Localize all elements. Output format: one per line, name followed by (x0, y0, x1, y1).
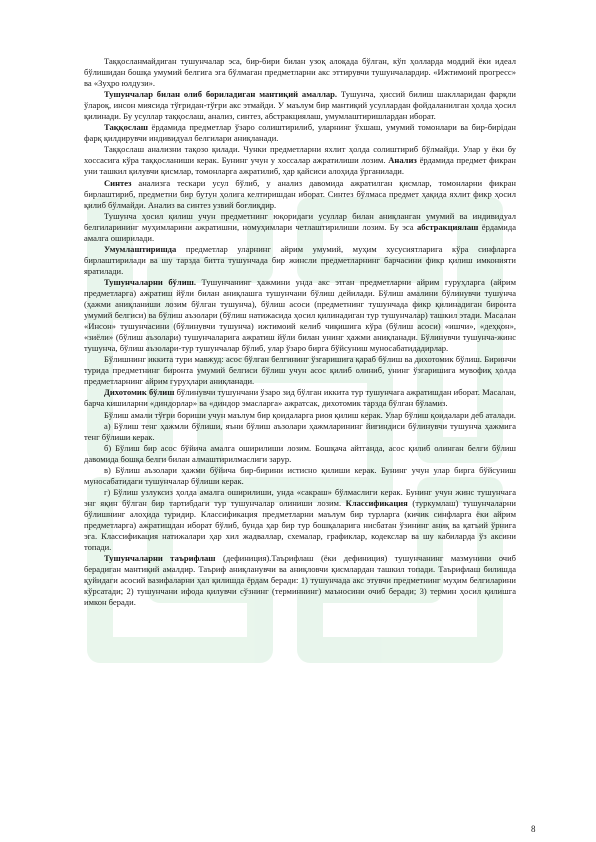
bold-term: Таққослаш (104, 122, 148, 133)
paragraph-text: анализга тескари усул бўлиб, у анализ давомида ажратилган қисмлар, томонларни фикран бирлаштириб, предметни бир бутун ҳолига келтиришдан иборат. Синтез бўлмаса предмет ҳақида яхлит фикр ҳосил қилиб бўлмайди. Анализ ва синтез узвий боғлиқдир. (84, 177, 516, 210)
paragraph (84, 144, 516, 177)
paragraph (84, 487, 516, 553)
paragraph (84, 56, 516, 89)
paragraph-text: б) Бўлиш бир асос бўйича амалга оширилиши лозим. Бошқача айтганда, асос қилиб олинган белги бўлиш давомида бошқа белги билан алмаштирилмаслиги зарур. (84, 442, 516, 464)
paragraph-text: Бўлишнинг иккита тури мавжуд: асос бўлган белгининг ўзгаришига қараб бўлиш ва дихотомик бўлиш. Биринчи турида предметнинг биронта умумий белгиси бўлиш учун асос қилиб олиниб, унинг ўзгаришига мувофиқ ҳолда предметларнинг айрим гуруҳлари аниқланади. (84, 354, 516, 387)
paragraph-text: Тушунча ҳосил қилиш учун предметнинг юқоридаги усуллар билан аниқланган умумий ва индивидуал белгиларининг муҳимларини ажратишни, номуҳимлари четлаштирилиши лозим. Бу эса (84, 210, 516, 232)
bold-term: абстракциялаш (416, 221, 479, 232)
paragraph-text: в) Бўлиш аъзолари ҳажми бўйича бир-бирини истисно қилиши керак. Бунинг учун улар бирга бўйсуниш муносабатидаги тушунчалар бўлиши керак. (84, 464, 516, 486)
paragraph (84, 277, 516, 354)
paragraph-text: ёрдамида предметлар ўзаро солиштирилиб, уларнинг ўхшаш, умумий томонлари ва бир-бирідан фарқ қилдирувчи индивидуал белгилари аниқланади. (84, 122, 516, 144)
paragraph (84, 89, 516, 122)
bold-term: Тушунчаларни таърифлаш (104, 553, 216, 564)
paragraph (84, 244, 516, 277)
paragraph (84, 178, 516, 211)
bold-term: Тушунчаларни бўлиш. (104, 276, 196, 287)
page-number: 8 (531, 824, 536, 834)
bold-term: Дихотомик бўлиш (104, 387, 175, 398)
paragraph-text: а) Бўлиш тенг ҳажмли бўлиши, яъни бўлиш аъзолари ҳажмларининг йиғиндиси бўлинувчи тушунча ҳажмига тенг бўлиши керак. (84, 420, 516, 442)
paragraph (84, 553, 516, 608)
paragraph-text: предметлар уларнинг айрим умумий, муҳим хусусиятларига кўра синфларга бирлаштирилади ва шу тарзда битта тушунчада бир жинсли предметларнинг барчасини фикр қилиш имконияти яратилади. (84, 243, 516, 276)
paragraph (84, 387, 516, 409)
paragraph (84, 421, 516, 443)
paragraph (84, 354, 516, 387)
paragraph (84, 211, 516, 244)
paragraph (84, 122, 516, 144)
paragraph (84, 465, 516, 487)
paragraph-text: Таққосланмайдиган тушунчалар эса, бир-бири билан узоқ алоқада бўлган, кўп ҳолларда моддий ёки идеал бўлишидан бошқа умумий белгига эга бўлмаган предметларни акс эттирувчи тушунчалардир. «Ижтимоий прогресс» ва «Зуҳро юлдузи». (84, 56, 516, 89)
paragraph-text: ёрдамида амалга оширилади. (84, 221, 516, 243)
paragraph (84, 443, 516, 465)
paragraph (84, 410, 516, 421)
paragraph-text: г) Бўлиш узлуксиз ҳолда амалга оширилиши, унда «сакраш» бўлмаслиги керак. Бунинг учун жинс тушунчага энг яқин бўлган бир тартибдаги тур тушунчалар олиниши лозим. (84, 486, 516, 508)
paragraph-text: (дефиниция).Таърифлаш (ёки дефиниция) тушунчанинг мазмунини очиб берадиган мантиқий амалдир. Таъриф аниқланувчи ва аниқловчи қисмлардан ташкил топади. Таърифлаш билишда қуйидаги асосий вазифаларни ҳал қилишда ёрдам беради: 1) тушунчада акс этувчи предметнинг муҳим белгиларини кўрсатади; 2) тушунчани ифода қилувчи сўзнинг (терминнинг) маъносини очиб беради; 3) термин ҳосил қилишга имкон беради. (84, 553, 516, 608)
bold-term: Анализ (388, 155, 417, 166)
bold-term: Синтез (104, 177, 132, 188)
paragraph-text: (туркумлаш) тушунчаларни бўлишнинг алоҳида туридир. Классификация предметларни маълум бир турларга (кичик синфларга ёки айрим предметларга) ажратишдан иборат бўлиб, бунда ҳар бир тур бошқаларига нисбатан ўзининг аниқ ва қатъий ўрнига эга. Классификация натижалари ҳар хил жадваллар, схемалар, графиклар, кодекслар ва шу кабиларда ўз аксини топади. (84, 497, 516, 553)
bold-term: Умумлаштиришда (104, 243, 177, 254)
bold-term: Классификация (345, 497, 408, 508)
paragraph-text: Тушунчанинг ҳажмини унда акс этган предметларни айрим гуруҳларга (айрим предметларга) ажратиш йўли билан аниқлашга тушунчани бўлиш дейилади. Бўлиш амалини бўлинувчи тушунча (ҳажми аниқланиши лозим бўлган тушунча), бўлиш асоси (предметнинг тушунчада фикр қилинадиган биронта умумий белгиси) ва бўлиш аъзолари (бўлиш натижасида ҳосил қилинадиган тур тушунчалар) ташкил этади. Масалан «Инсон» тушунчасини (бўлинувчи тушунча) ижтимоий келиб чиқишига кўра (бўлиш асоси) «ишчи», «деҳқон», «зиёли» (бўлиш аъзолари) тушунчаларига ажратиш йўли билан унинг ҳажми аниқланади. Бўлинувчи тушунча-жинс тушунча, бўлиш аъзолари-тур тушунчалар бўлиб, улар ўзаро бирга бўйсуниш муносабатидадирлар. (84, 276, 517, 354)
paragraph-text: Тушунча, ҳиссий билиш шаклларидан фарқли ўлароқ, инсон миясида тўғридан-тўғри акс этмайди. У маълум бир мантиқий усуллардан фойдаланилган ҳолда ҳосил қилинади. Бу усуллар таққослаш, анализ, синтез, абстракциялаш, умумлаштиришлардан иборат. (84, 89, 516, 122)
paragraph-text: Бўлиш амали тўғри бориши учун маълум бир қоидаларга риоя қилиш керак. Улар бўлиш қоидалари деб аталади. (104, 409, 516, 420)
paragraph-text: Таққослаш анализни тақозо қилади. Чунки предметларни яхлит ҳолда солиштириб бўлмайди. Улар у ёки бу хоссасига кўра таққосланиши керак. Бунинг учун у хоссалар ажратилиши лозим. (84, 144, 516, 166)
paragraph-text: бўлинувчи тушунчани ўзаро зид бўлган иккита тур тушунчага ажратишдан иборат. Масалан, барча кишиларни «диндорлар» ва «диндор эмасларга» ажратсак, дихотомик тарзда бўлган бўламиз. (84, 387, 516, 409)
paragraph-text: ёрдамида предмет фикран уни ташкил қилувчи қисмлар, томонларга ажратилиб, ҳар қайсиси алоҳида ўрганилади. (84, 155, 516, 177)
document-body (84, 56, 516, 608)
bold-term: Тушунчалар билан олиб бориладиган мантиқий амаллар. (104, 89, 338, 100)
